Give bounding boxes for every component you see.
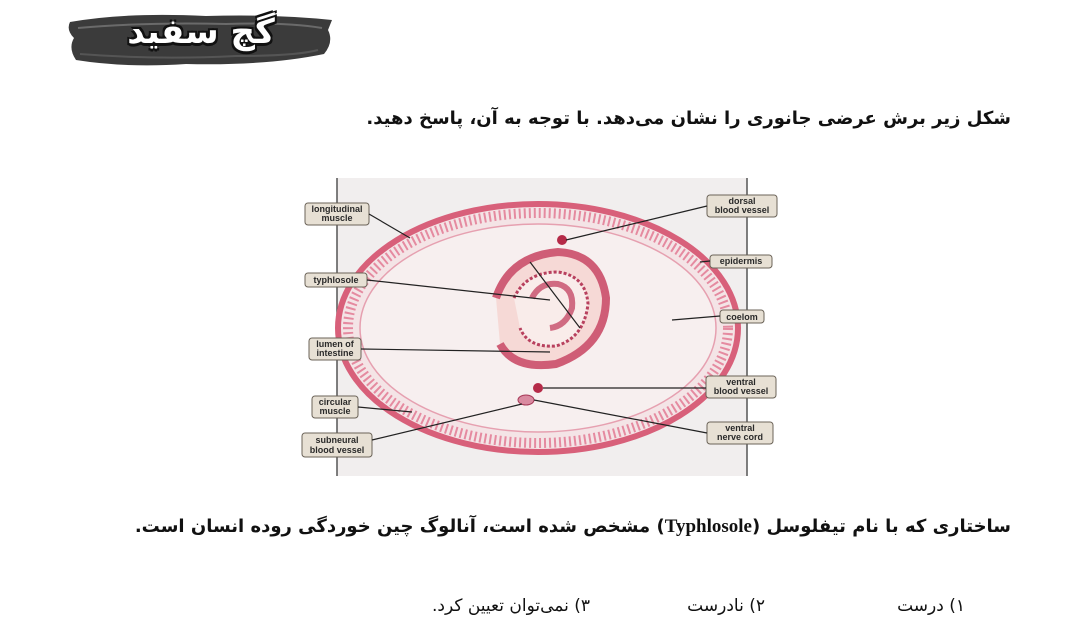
svg-text:longitudinal: longitudinal [311,204,363,214]
svg-text:dorsal: dorsal [728,196,756,206]
svg-text:ventral: ventral [726,377,756,387]
svg-text:epidermis: epidermis [719,256,763,266]
answer-options [265,596,965,624]
option-3-text: نمی‌توان تعیین کرد. [431,596,569,616]
earthworm-cross-section-figure [300,178,782,476]
label-epidermis [700,255,772,268]
cross-section-diagram [300,178,782,476]
option-2[interactable] [687,596,765,616]
svg-text:nerve cord: nerve cord [716,432,764,442]
question-statement [51,516,1011,538]
option-1[interactable] [897,596,965,616]
statement-pre: ساختاری که با نام تیفلوسل ( [751,516,1011,537]
nerve-cord-mark [518,395,534,405]
option-2-number: ۲) [749,596,765,616]
svg-text:ventral: ventral [725,423,755,433]
svg-text:blood vessel: blood vessel [309,445,365,455]
svg-text:lumen of: lumen of [316,339,354,349]
svg-text:blood vessel: blood vessel [713,386,769,396]
option-3-number: ۳) [574,596,590,616]
svg-text:typhlosole: typhlosole [313,275,359,285]
statement-term: Typhlosole [664,516,752,537]
svg-text:intestine: intestine [316,348,354,358]
statement-post: ) مشخص شده است، آنالوگ چین خوردگی روده انسان است. [134,516,665,537]
option-3[interactable] [432,596,590,616]
option-2-text: نادرست [687,596,744,616]
svg-text:muscle: muscle [321,213,353,223]
brand-logo [66,8,336,72]
svg-text:blood vessel: blood vessel [714,205,770,215]
svg-text:coelom: coelom [726,312,758,322]
svg-text:muscle: muscle [319,406,351,416]
svg-text:circular: circular [318,397,352,407]
option-1-text: درست [897,596,944,616]
logo-text: گچ سفید [127,12,275,52]
svg-text:subneural: subneural [315,435,359,445]
ventral-vessel-mark [533,383,543,393]
option-1-number: ۱) [949,596,965,616]
dorsal-vessel-mark [557,235,567,245]
question-intro: شکل زیر برش عرضی جانوری را نشان می‌دهد. با توجه به آن، پاسخ دهید. [366,108,1011,129]
